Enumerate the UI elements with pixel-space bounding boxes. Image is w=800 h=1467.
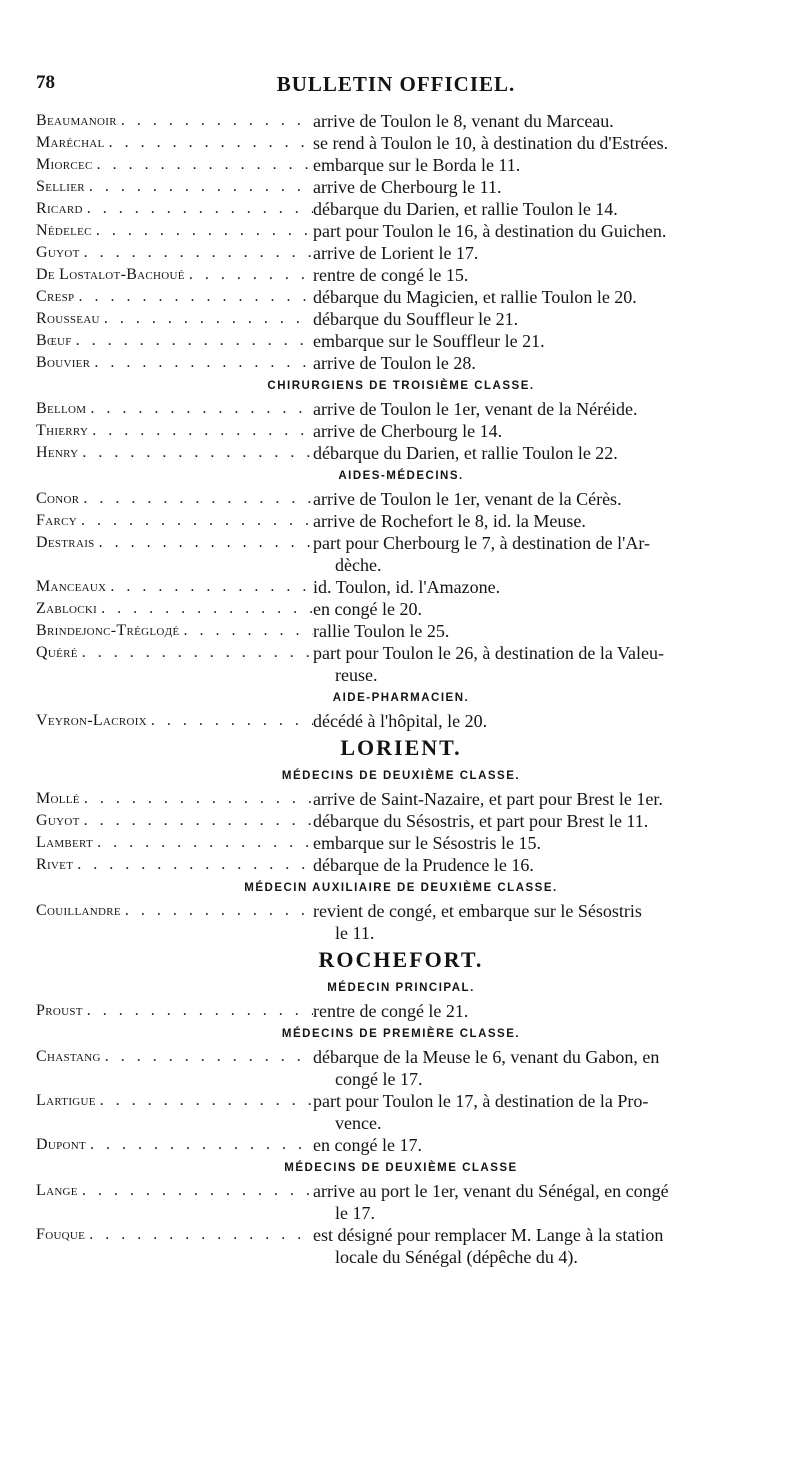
movement-description: arrive de Cherbourg le 11. [313,177,502,197]
dot-leader [90,1134,313,1156]
officer-name: Rousseau [36,310,100,327]
dot-leader [151,710,313,732]
description-column [313,642,766,686]
officer-name: Proust [36,1002,83,1019]
officer-name: Lange [36,1182,78,1199]
description-column [313,510,766,532]
dot-leader [82,442,313,464]
description-column [313,220,766,242]
officer-name: Beaumanoir [36,112,117,129]
description-continuation: le 11. [335,923,375,943]
personnel-entry [36,510,766,532]
name-column [36,854,313,876]
name-column [36,832,313,854]
dot-leader [92,420,313,442]
description-column [313,176,766,198]
port-heading: ROCHEFORT. [318,947,484,972]
officer-name: Thierry [36,422,89,439]
description-column [313,330,766,352]
name-column [36,620,313,642]
description-continuation: vence. [335,1113,382,1133]
name-column [36,488,313,510]
name-column [36,286,313,308]
name-column [36,264,313,286]
personnel-entry [36,398,766,420]
officer-name: Quéré [36,644,78,661]
dot-leader [105,1046,313,1068]
personnel-entry [36,264,766,286]
officer-name: Ricard [36,200,83,217]
description-column [313,420,766,442]
name-column [36,132,313,154]
rank-heading: MÉDECINS DE PREMIÈRE CLASSE. [281,1028,521,1040]
movement-description: arrive de Toulon le 8, venant du Marceau. [313,111,614,131]
dot-leader [104,308,313,330]
personnel-entry [36,710,766,732]
dot-leader [87,1000,313,1022]
description-column [313,710,766,732]
officer-name: Bellom [36,400,87,417]
movement-description: revient de congé, et embarque sur le Sésostris [313,901,642,921]
movement-description: arrive de Lorient le 17. [313,243,479,263]
description-column [313,242,766,264]
page-number: 78 [36,72,55,93]
dot-leader [189,264,313,286]
description-continuation: le 17. [335,1203,375,1223]
movement-description: est désigné pour remplacer M. Lange à la station [313,1225,664,1245]
officer-name: Rivet [36,856,74,873]
movement-description: part pour Toulon le 26, à destination de la Valeu- [313,643,664,663]
personnel-entry [36,420,766,442]
personnel-entry [36,242,766,264]
personnel-entry [36,832,766,854]
description-column [313,598,766,620]
movement-description: rentre de congé le 21. [313,1001,469,1021]
personnel-entry [36,1180,766,1224]
description-column [313,810,766,832]
description-column [313,1000,766,1022]
name-column [36,642,313,664]
page-header [36,70,756,102]
dot-leader [89,1224,313,1246]
personnel-entry [36,598,766,620]
description-column [313,198,766,220]
officer-name: Chastang [36,1048,101,1065]
description-column [313,576,766,598]
movement-description: rentre de congé le 15. [313,265,469,285]
name-column [36,420,313,442]
rank-heading: AIDE-PHARMACIEN. [332,692,470,704]
officer-name: Destrais [36,534,95,551]
officer-name: Farcy [36,512,77,529]
dot-leader [82,1180,313,1202]
dot-leader [77,854,313,876]
name-column [36,1046,313,1068]
officer-name: Nédelec [36,222,92,239]
officer-name: Bœuf [36,332,72,349]
running-title: BULLETIN OFFICIEL. [276,72,516,96]
description-column [313,398,766,420]
movement-description: débarque du Darien, et rallie Toulon le 14. [313,199,618,219]
dot-leader [76,330,313,352]
name-column [36,1090,313,1112]
dot-leader [90,398,313,420]
name-column [36,788,313,810]
rank-heading: MÉDECIN PRINCIPAL. [327,982,475,994]
dot-leader [84,810,313,832]
officer-name: Maréchal [36,134,105,151]
dot-leader [94,352,313,374]
officer-name: Guyot [36,244,80,261]
personnel-entry [36,220,766,242]
name-column [36,532,313,554]
name-column [36,1134,313,1156]
officer-name: Couillandre [36,902,121,919]
personnel-entry [36,642,766,686]
name-column [36,1180,313,1202]
movement-description: embarque sur le Souffleur le 21. [313,331,545,351]
movement-description: embarque sur le Borda le 11. [313,155,521,175]
dot-leader [84,242,313,264]
name-column [36,710,313,732]
description-column [313,154,766,176]
name-column [36,1224,313,1246]
description-column [313,1224,766,1268]
name-column [36,398,313,420]
dot-leader [84,788,313,810]
officer-name: Mollé [36,790,80,807]
personnel-entry [36,900,766,944]
dot-leader [83,488,313,510]
movement-description: en congé le 20. [313,599,422,619]
description-column [313,352,766,374]
name-column [36,154,313,176]
bulletin-content [36,110,766,1268]
name-column [36,598,313,620]
description-column [313,788,766,810]
personnel-entry [36,132,766,154]
description-continuation: dèche. [335,555,382,575]
description-column [313,620,766,642]
rank-heading: MÉDECINS DE DEUXIÈME CLASSE. [281,770,521,782]
rank-heading: CHIRURGIENS DE TROISIÈME CLASSE. [267,380,535,392]
officer-name: Bouvier [36,354,91,371]
personnel-entry [36,442,766,464]
personnel-entry [36,198,766,220]
officer-name: Brindejonc-Trégloдé [36,622,180,639]
movement-description: arrive de Toulon le 1er, venant de la Cérès. [313,489,622,509]
description-column [313,132,766,154]
movement-description: se rend à Toulon le 10, à destination du d'Estrées. [313,133,669,153]
name-column [36,110,313,132]
description-column [313,1046,766,1090]
officer-name: Guyot [36,812,80,829]
name-column [36,198,313,220]
movement-description: débarque du Sésostris, et part pour Brest le 11. [313,811,649,831]
dot-leader [101,598,313,620]
dot-leader [100,1090,313,1112]
personnel-entry [36,154,766,176]
movement-description: arrive au port le 1er, venant du Sénégal, en congé [313,1181,669,1201]
description-column [313,1180,766,1224]
description-continuation: reuse. [335,665,378,685]
description-column [313,442,766,464]
dot-leader [109,132,313,154]
dot-leader [125,900,313,922]
dot-leader [82,642,313,664]
description-continuation: locale du Sénégal (dépêche du 4). [335,1247,578,1267]
officer-name: Veyron-Lacroix [36,712,147,729]
rank-heading: MÉDECIN AUXILIAIRE DE DEUXIÈME CLASSE. [244,882,558,894]
movement-description: arrive de Saint-Nazaire, et part pour Brest le 1er. [313,789,663,809]
officer-name: Conor [36,490,80,507]
personnel-entry [36,788,766,810]
officer-name: De Lostalot-Bachoué [36,266,185,283]
dot-leader [183,620,313,642]
personnel-entry [36,1000,766,1022]
rank-heading: AIDES-MÉDECINS. [338,470,464,482]
name-column [36,352,313,374]
personnel-entry [36,576,766,598]
personnel-entry [36,488,766,510]
description-column [313,308,766,330]
movement-description: embarque sur le Sésostris le 15. [313,833,541,853]
movement-description: rallie Toulon le 25. [313,621,450,641]
movement-description: débarque du Souffleur le 21. [313,309,519,329]
dot-leader [81,510,313,532]
name-column [36,442,313,464]
personnel-entry [36,330,766,352]
personnel-entry [36,352,766,374]
movement-description: en congé le 17. [313,1135,422,1155]
description-column [313,488,766,510]
name-column [36,220,313,242]
personnel-entry [36,854,766,876]
personnel-entry [36,110,766,132]
description-column [313,900,766,944]
dot-leader [78,286,313,308]
dot-leader [110,576,313,598]
officer-name: Dupont [36,1136,87,1153]
officer-name: Sellier [36,178,85,195]
dot-leader [121,110,313,132]
movement-description: débarque du Magicien, et rallie Toulon le 20. [313,287,637,307]
personnel-entry [36,1134,766,1156]
description-column [313,286,766,308]
port-heading: LORIENT. [340,735,462,760]
movement-description: part pour Cherbourg le 7, à destination de l'Ar- [313,533,650,553]
officer-name: Miorcec [36,156,93,173]
dot-leader [96,220,313,242]
personnel-entry [36,1224,766,1268]
personnel-entry [36,532,766,576]
movement-description: décédé à l'hôpital, le 20. [313,711,488,731]
movement-description: débarque de la Meuse le 6, venant du Gabon, en [313,1047,660,1067]
officer-name: Manceaux [36,578,107,595]
officer-name: Lambert [36,834,94,851]
movement-description: arrive de Toulon le 1er, venant de la Néréide. [313,399,638,419]
movement-description: arrive de Toulon le 28. [313,353,476,373]
officer-name: Zablocki [36,600,98,617]
description-column [313,1134,766,1156]
officer-name: Henry [36,444,79,461]
name-column [36,308,313,330]
personnel-entry [36,810,766,832]
officer-name: Cresp [36,288,75,305]
movement-description: part pour Toulon le 17, à destination de la Pro- [313,1091,649,1111]
name-column [36,1000,313,1022]
name-column [36,576,313,598]
personnel-entry [36,620,766,642]
dot-leader [97,832,313,854]
dot-leader [89,176,313,198]
movement-description: débarque de la Prudence le 16. [313,855,534,875]
description-column [313,532,766,576]
name-column [36,242,313,264]
personnel-entry [36,1046,766,1090]
description-continuation: congé le 17. [335,1069,423,1089]
name-column [36,510,313,532]
personnel-entry [36,176,766,198]
movement-description: arrive de Rochefort le 8, id. la Meuse. [313,511,586,531]
dot-leader [87,198,313,220]
name-column [36,176,313,198]
dot-leader [97,154,313,176]
description-column [313,854,766,876]
name-column [36,810,313,832]
description-column [313,264,766,286]
personnel-entry [36,1090,766,1134]
personnel-entry [36,308,766,330]
rank-heading: MÉDECINS DE DEUXIÈME CLASSE [284,1162,518,1174]
movement-description: arrive de Cherbourg le 14. [313,421,503,441]
movement-description: part pour Toulon le 16, à destination du Guichen. [313,221,667,241]
description-column [313,110,766,132]
officer-name: Fouque [36,1226,86,1243]
officer-name: Lartigue [36,1092,96,1109]
name-column [36,900,313,922]
movement-description: id. Toulon, id. l'Amazone. [313,577,501,597]
name-column [36,330,313,352]
description-column [313,1090,766,1134]
description-column [313,832,766,854]
dot-leader [99,532,313,554]
movement-description: débarque du Darien, et rallie Toulon le 22. [313,443,618,463]
personnel-entry [36,286,766,308]
